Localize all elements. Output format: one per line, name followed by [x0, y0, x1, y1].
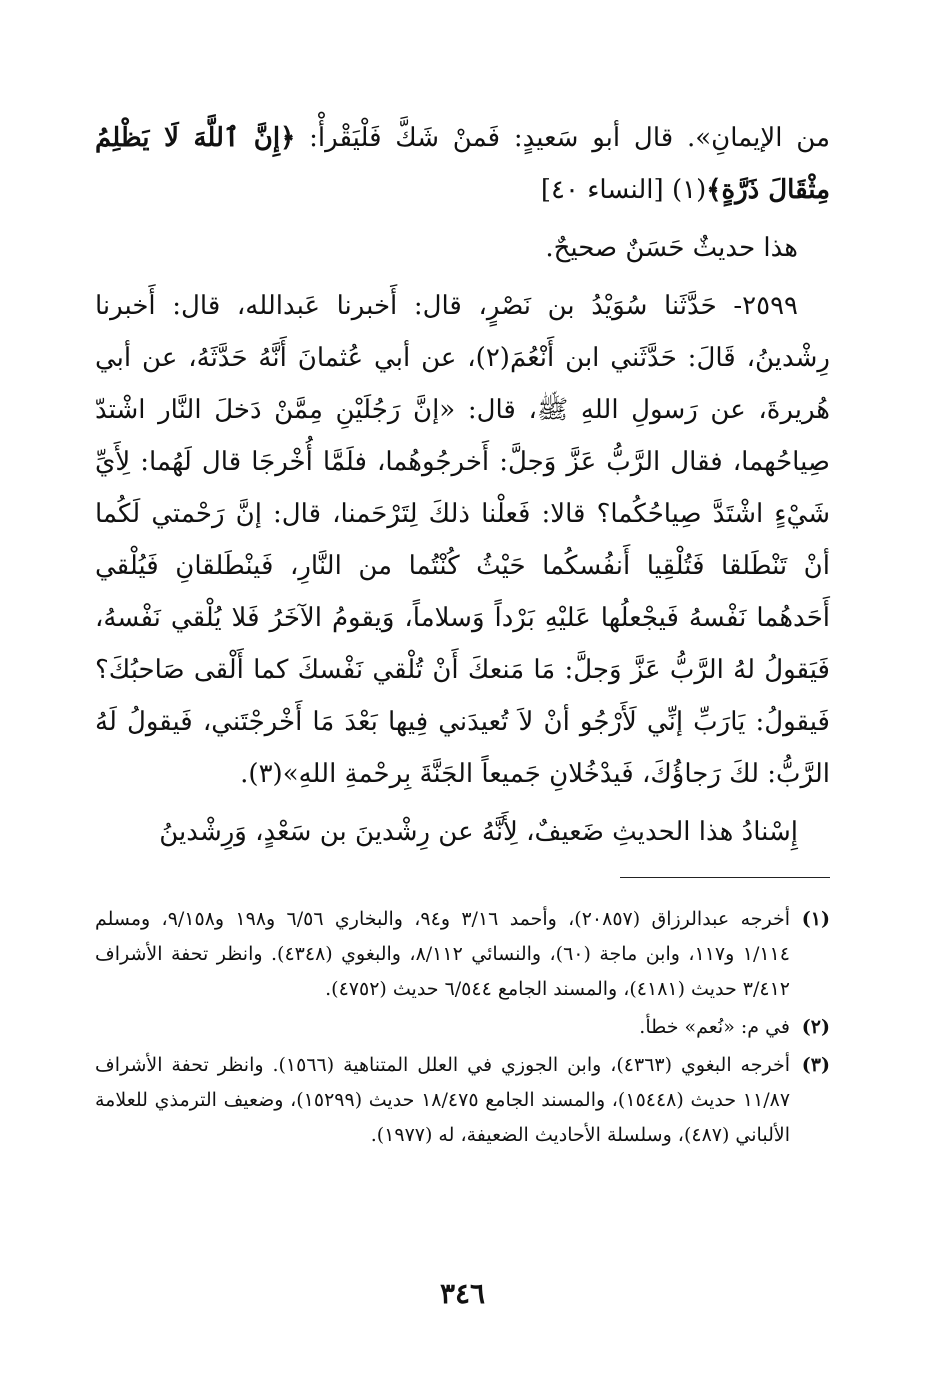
footnote-1	[95, 902, 830, 1007]
footnote-3	[95, 1048, 830, 1153]
footnotes	[95, 902, 830, 1156]
paragraph-1-citation: (١) [النساء ٤٠]	[540, 175, 707, 205]
isnad-comment: إِسْنادُ هذا الحديثِ ضَعيفٌ، لِأَنَّهُ عن رِشْدينَ بن سَعْدٍ، وَرِشْدينُ	[159, 817, 798, 847]
footnote-text: أخرجه البغوي (٤٣٦٣)، وابن الجوزي في العلل المتناهية (١٥٦٦). وانظر تحفة الأشراف ١١/٨٧ حديث (١٥٤٤٨)، والمسند الجامع ١٨/٤٧٥ حديث (١٥٢٩٩)، وضعيف الترمذي للعلامة الألباني (٤٨٧)، وسلسلة الأحاديث الضعيفة، له (١٩٧٧).	[95, 1054, 791, 1146]
paragraph-1	[95, 112, 830, 216]
footnote-text: في م: «نُعم» خطأ.	[639, 1016, 790, 1038]
quran-verse: ﴿إِنَّ ٱللَّهَ لَا يَظْلِمُ مِثْقَالَ ذَرَّةٍ﴾	[95, 123, 830, 205]
hadith-2599: ٢٥٩٩- حَدَّثَنا سُوَيْدُ بن نَصْرٍ، قال: أَخبرنا عَبدالله، قال: أَخبرنا رِشْدينُ، قَالَ: حَدَّثَني ابن أَنْعُمَ(٢)، عن أبي عُثمانَ أَنَّهُ حَدَّثَهُ، عن أبي هُريرةَ، عن رَسولِ اللهِ ﷺ، قال: «إنَّ رَجُلَيْنِ مِمَّنْ دَخلَ النَّار اشْتدّ صِياحُهما، فقال الرَّبُّ عَزَّ وَجلَّ: أَخرجُوهُما، فلَمَّا أُخْرجَا قال لَهُما: لِأَيِّ شَيْءٍ اشْتَدَّ صِياحُكُما؟ قالا: فَعلْنا ذلكَ لِتَرْحَمنا، قال: إنَّ رَحْمتي لَكُما أنْ تَنْطَلقا فَتُلْقِيا أَنفُسكُما حَيْثُ كُنْتُما من النَّارِ، فَينْطَلقانِ فَيُلْقي أَحَدهُما نَفْسهُ فَيجْعلُها عَليْهِ بَرْداً وَسلاماً، وَيقومُ الآخَرُ فَلا يُلْقي نَفْسهُ، فَيَقولُ لهُ الرَّبُّ عَزَّ وَجلَّ: مَا مَنعكَ أَنْ تُلْقي نَفْسكَ كما أَلْقى صَاحبُكَ؟ فَيقولُ: يَارَبِّ إنِّي لَأَرْجُو أنْ لاَ تُعيدَني فِيها بَعْدَ مَا أَخْرجْتَني، فَيقولُ لَهُ الرَّبُّ: لكَ رَجاؤُكَ، فَيدْخُلانِ جَميعاً الجَنَّةَ بِرحْمةِ اللهِ»(٣).	[95, 291, 830, 789]
footnote-number: (٢)	[801, 1016, 830, 1038]
paragraph-1-lead: من الإيمانِ». قال أبو سَعيدٍ: فَمنْ شَكَّ فَلْيَقْرأْ:	[295, 123, 830, 153]
footnote-text: أخرجه عبدالرزاق (٢٠٨٥٧)، وأحمد ٣/١٦ و٩٤، والبخاري ٦/٥٦ و١٩٨ و٩/١٥٨، ومسلم ١/١١٤ و١١٧، وابن ماجة (٦٠)، والنسائي ٨/١١٢، والبغوي (٤٣٤٨). وانظر تحفة الأشراف ٣/٤١٢ حديث (٤١٨١)، والمسند الجامع ٦/٥٤٤ حديث (٤٧٥٢).	[95, 908, 791, 1000]
page-number: ٣٤٦	[439, 1277, 486, 1310]
footnote-number: (٣)	[801, 1054, 830, 1076]
main-text	[95, 112, 830, 858]
hadith-grading: هذا حديثٌ حَسَنٌ صحيحٌ.	[545, 233, 798, 263]
footnote-number: (١)	[801, 908, 830, 930]
footnote-divider	[620, 877, 830, 878]
book-page	[95, 112, 830, 1312]
footnote-2	[95, 1010, 830, 1045]
